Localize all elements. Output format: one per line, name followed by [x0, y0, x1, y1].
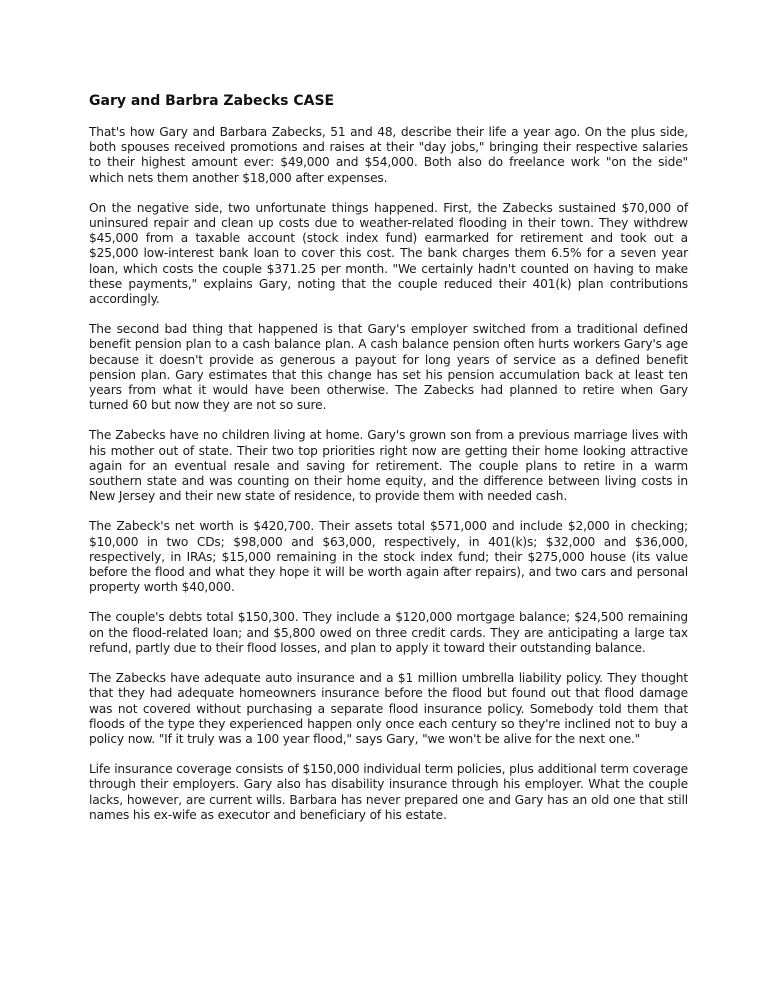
paragraph-net-worth-assets: The Zabeck's net worth is $420,700. Their assets total $571,000 and include $2,000 in checking; $10,000 in two CDs; $98,000 and $63,000, respectively, in 401(k)s; $32,000 and $36,000, respectively, in IRAs; $15,000 remaining in the stock index fund; their $275,000 house (its value before the flood and what they hope it will be worth again after repairs), and two cars and personal property worth $40,000. — [89, 519, 688, 595]
paragraph-family-priorities: The Zabecks have no children living at home. Gary's grown son from a previous marriage lives with his mother out of state. Their two top priorities right now are getting their home looking attractive again for an eventual resale and saving for retirement. The couple plans to retire in a warm southern state and was counting on their home equity, and the difference between living costs in New Jersey and their new state of residence, to provide them with needed cash. — [89, 428, 688, 504]
document-page — [89, 92, 688, 838]
paragraph-life-insurance-wills: Life insurance coverage consists of $150,000 individual term policies, plus additional term coverage through their employers. Gary also has disability insurance through his employer. What the couple lacks, however, are current wills. Barbara has never prepared one and Gary has an old one that still names his ex-wife as executor and beneficiary of his estate. — [89, 762, 688, 822]
paragraph-pension-change: The second bad thing that happened is that Gary's employer switched from a traditional defined benefit pension plan to a cash balance plan. A cash balance pension often hurts workers Gary's age because it doesn't provide as generous a payout for long years of service as a defined benefit pension plan. Gary estimates that this change has set his pension accumulation back at least ten years from what it would have been otherwise. The Zabecks had planned to retire when Gary turned 60 but now they are not so sure. — [89, 322, 688, 413]
paragraph-flood-costs: On the negative side, two unfortunate things happened. First, the Zabecks sustained $70,000 of uninsured repair and clean up costs due to weather-related flooding in their town. They withdrew $45,000 from a taxable account (stock index fund) earmarked for retirement and took out a $25,000 low-interest bank loan to cover this cost. The bank charges them 6.5% for a seven year loan, which costs the couple $371.25 per month. "We certainly hadn't counted on having to make these payments," explains Gary, noting that the couple reduced their 401(k) plan contributions accordingly. — [89, 200, 688, 307]
document-title: Gary and Barbra Zabecks CASE — [89, 93, 335, 109]
paragraph-income: That's how Gary and Barbara Zabecks, 51 and 48, describe their life a year ago. On the plus side, both spouses received promotions and raises at their "day jobs," bringing their respective salaries to their highest amount ever: $49,000 and $54,000. Both also do freelance work "on the side" which nets them another $18,000 after expenses. — [89, 125, 688, 185]
paragraph-debts: The couple's debts total $150,300. They include a $120,000 mortgage balance; $24,500 remaining on the flood-related loan; and $5,800 owed on three credit cards. They are anticipating a large tax refund, partly due to their flood losses, and plan to apply it toward their outstanding balance. — [89, 610, 688, 655]
paragraph-property-insurance: The Zabecks have adequate auto insurance and a $1 million umbrella liability policy. They thought that they had adequate homeowners insurance before the flood but found out that flood damage was not covered without purchasing a separate flood insurance policy. Somebody told them that floods of the type they experienced happen only once each century so they're inclined not to buy a policy now. "If it truly was a 100 year flood," says Gary, "we won't be alive for the next one." — [89, 671, 688, 746]
